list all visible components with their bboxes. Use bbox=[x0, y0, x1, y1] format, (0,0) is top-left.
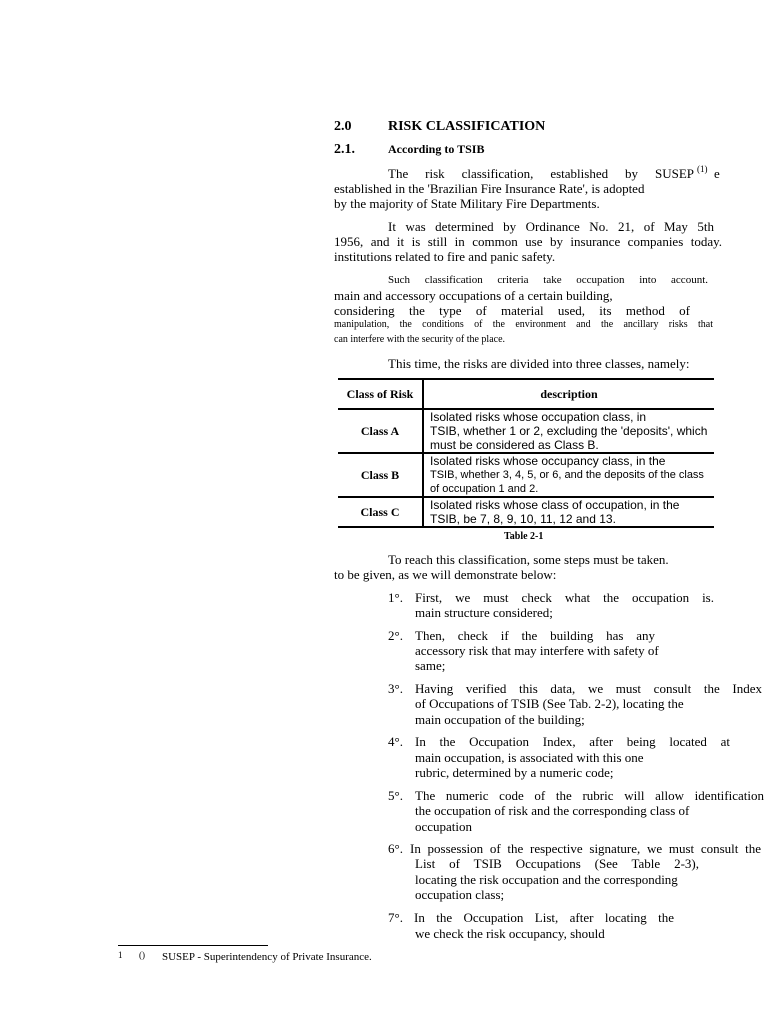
p1-line3: by the majority of State Military Fire Departments. bbox=[334, 196, 600, 211]
step-line: same; bbox=[415, 658, 446, 673]
p1-line1-end: e bbox=[714, 166, 720, 181]
section-title: RISK CLASSIFICATION bbox=[388, 119, 546, 134]
step-number: 4°. bbox=[388, 734, 403, 749]
desc-line: TSIB, whether 1 or 2, excluding the 'deposits', which bbox=[430, 424, 708, 438]
step-line: occupation class; bbox=[415, 887, 505, 902]
p1-line2: established in the 'Brazilian Fire Insurance Rate', is adopted bbox=[334, 181, 645, 196]
step-line: accessory risk that may interfere with safety of bbox=[415, 643, 659, 658]
step-line: List of TSIB Occupations (See Table 2-3), bbox=[415, 856, 699, 871]
step-line: main occupation, is associated with this one bbox=[415, 750, 644, 765]
table-cell-description bbox=[423, 409, 714, 453]
step-line: main structure considered; bbox=[415, 605, 553, 620]
footnote-number: 1 bbox=[118, 950, 123, 960]
step-number: 6°. bbox=[388, 841, 403, 856]
desc-line: Isolated risks whose occupancy class, in the bbox=[430, 454, 666, 468]
table-cell-description bbox=[423, 497, 714, 527]
p1-line1: The risk classification, established by SUSEP bbox=[388, 166, 694, 181]
p3-line2: main and accessory occupations of a certain building, bbox=[334, 288, 613, 303]
risk-class-table bbox=[338, 378, 714, 528]
step-line: rubric, determined by a numeric code; bbox=[415, 765, 614, 780]
step-line: In the Occupation Index, after being located at bbox=[415, 734, 730, 749]
table-header-description: description bbox=[540, 387, 598, 401]
desc-line: must be considered as Class B. bbox=[430, 438, 599, 452]
table-row bbox=[338, 409, 714, 453]
step-line: of Occupations of TSIB (See Tab. 2-2), locating the bbox=[415, 696, 684, 711]
desc-line: TSIB, be 7, 8, 9, 10, 11, 12 and 13. bbox=[430, 512, 616, 526]
subsection-number: 2.1. bbox=[334, 142, 355, 157]
p4: This time, the risks are divided into three classes, namely: bbox=[388, 356, 690, 371]
p3-line3: considering the type of material used, its method of bbox=[334, 303, 690, 318]
footnote-mark: () bbox=[139, 950, 145, 960]
footnote-text: SUSEP - Superintendency of Private Insurance. bbox=[162, 951, 372, 963]
section-number: 2.0 bbox=[334, 119, 352, 134]
step-line: locating the risk occupation and the corresponding bbox=[415, 872, 678, 887]
step-line: the occupation of risk and the corresponding class of bbox=[415, 803, 690, 818]
p2-line3: institutions related to fire and panic safety. bbox=[334, 249, 556, 264]
desc-line: Isolated risks whose occupation class, in bbox=[430, 410, 647, 424]
step-line: occupation bbox=[415, 819, 473, 834]
step-line: In the Occupation List, after locating the bbox=[414, 910, 674, 925]
step-line: The numeric code of the rubric will allow identification bbox=[415, 788, 764, 803]
table-header-class: Class of Risk bbox=[338, 379, 423, 409]
p5-line1: To reach this classification, some steps must be taken. bbox=[388, 552, 669, 567]
step-line: Having verified this data, we must consult the Index bbox=[415, 681, 762, 696]
desc-line: of occupation 1 and 2. bbox=[430, 483, 539, 495]
p3-line4: manipulation, the conditions of the environment and the ancillary risks that bbox=[334, 319, 713, 330]
desc-line: TSIB, whether 3, 4, 5, or 6, and the deposits of the class bbox=[430, 469, 704, 481]
step-line: In possession of the respective signature, we must consult the bbox=[410, 841, 761, 856]
step-line: First, we must check what the occupation is. bbox=[415, 590, 714, 605]
step-number: 3°. bbox=[388, 681, 403, 696]
table-row bbox=[338, 497, 714, 527]
step-number: 2°. bbox=[388, 628, 403, 643]
p2-line1: It was determined by Ordinance No. 21, of May 5th bbox=[388, 219, 714, 234]
subsection-title: According to TSIB bbox=[388, 142, 485, 156]
table-row bbox=[338, 453, 714, 497]
table-caption: Table 2-1 bbox=[504, 531, 544, 542]
desc-line: Isolated risks whose class of occupation, in the bbox=[430, 498, 680, 512]
table-cell-description bbox=[423, 453, 714, 497]
step-line: main occupation of the building; bbox=[415, 712, 585, 727]
footnote-rule bbox=[118, 945, 268, 946]
table-cell-class: Class A bbox=[338, 409, 423, 453]
p2-line2: 1956, and it is still in common use by insurance companies today. bbox=[334, 234, 722, 249]
p5-line2: to be given, as we will demonstrate below: bbox=[334, 567, 557, 582]
step-number: 1°. bbox=[388, 590, 403, 605]
table-cell-class: Class C bbox=[338, 497, 423, 527]
table-header-row bbox=[338, 379, 714, 409]
step-line: Then, check if the building has any bbox=[415, 628, 655, 643]
table-cell-class: Class B bbox=[338, 453, 423, 497]
step-line: we check the risk occupancy, should bbox=[415, 926, 605, 941]
step-number: 7°. bbox=[388, 910, 403, 925]
step-number: 5°. bbox=[388, 788, 403, 803]
p3-line1: Such classification criteria take occupation into account. bbox=[388, 274, 708, 286]
footnote-ref: (1) bbox=[697, 164, 708, 174]
p3-line5: can interfere with the security of the place. bbox=[334, 334, 506, 345]
